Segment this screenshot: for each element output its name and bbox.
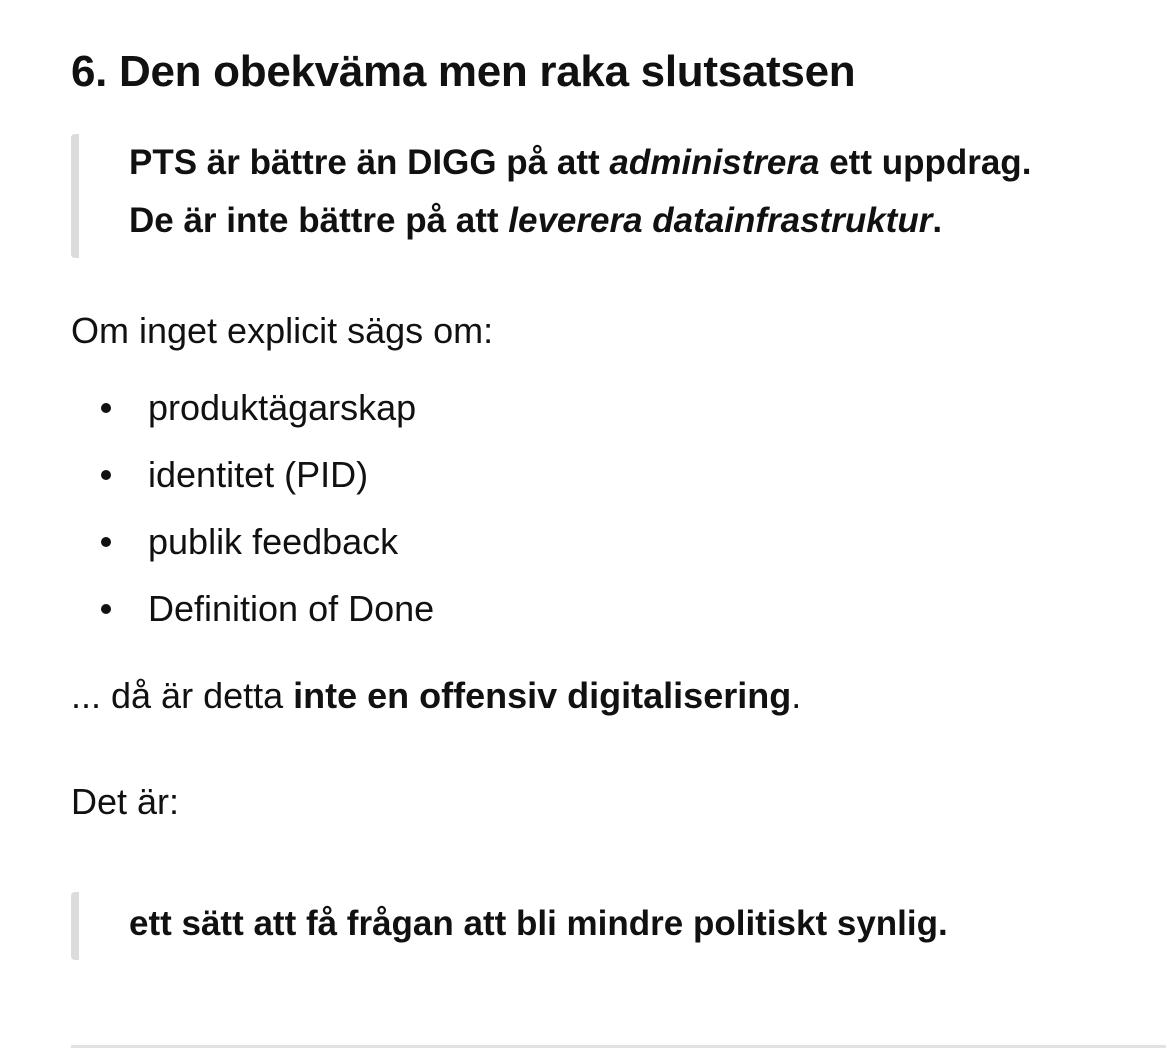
list-item (71, 384, 434, 451)
conclusion-end: . (791, 675, 802, 716)
bullet-icon (101, 604, 111, 614)
intro-paragraph: Om inget explicit sägs om: (71, 310, 494, 351)
bullet-icon (101, 403, 111, 413)
list-item (71, 451, 434, 518)
conclusion-paragraph (71, 672, 801, 720)
blockquote-main (71, 134, 1031, 258)
closing-quote-text: ett sätt att få frågan att bli mindre politiskt synlig. (129, 904, 948, 943)
list-item-text: identitet (PID) (148, 454, 369, 495)
blockquote-closing (71, 892, 948, 960)
quote-line-2-emphasis: leverera datainfrastruktur (508, 201, 933, 240)
quote-line-1-end: ett uppdrag. (819, 143, 1032, 182)
quote-line-1 (129, 134, 1031, 192)
quote-line-2-end: . (932, 201, 943, 240)
list-item-text: publik feedback (148, 521, 399, 562)
quote-line-2 (129, 192, 1031, 250)
bullet-list (71, 384, 434, 652)
quote-line-1-emphasis: administrera (609, 143, 820, 182)
bullet-icon (101, 537, 111, 547)
bullet-icon (101, 470, 111, 480)
quote-line-1-text: PTS är bättre än DIGG på att (129, 143, 610, 182)
conclusion-text: ... då är detta (71, 675, 294, 716)
det-ar-paragraph: Det är: (71, 781, 180, 822)
list-item-text: Definition of Done (148, 588, 435, 629)
list-item (71, 585, 434, 652)
conclusion-strong: inte en offensiv digitalisering (293, 675, 792, 716)
list-item-text: produktägarskap (148, 387, 417, 428)
quote-line-2-text: De är inte bättre på att (129, 201, 509, 240)
section-heading: 6. Den obekväma men raka slutsatsen (71, 47, 856, 96)
horizontal-divider (71, 1045, 1166, 1048)
list-item (71, 518, 434, 585)
